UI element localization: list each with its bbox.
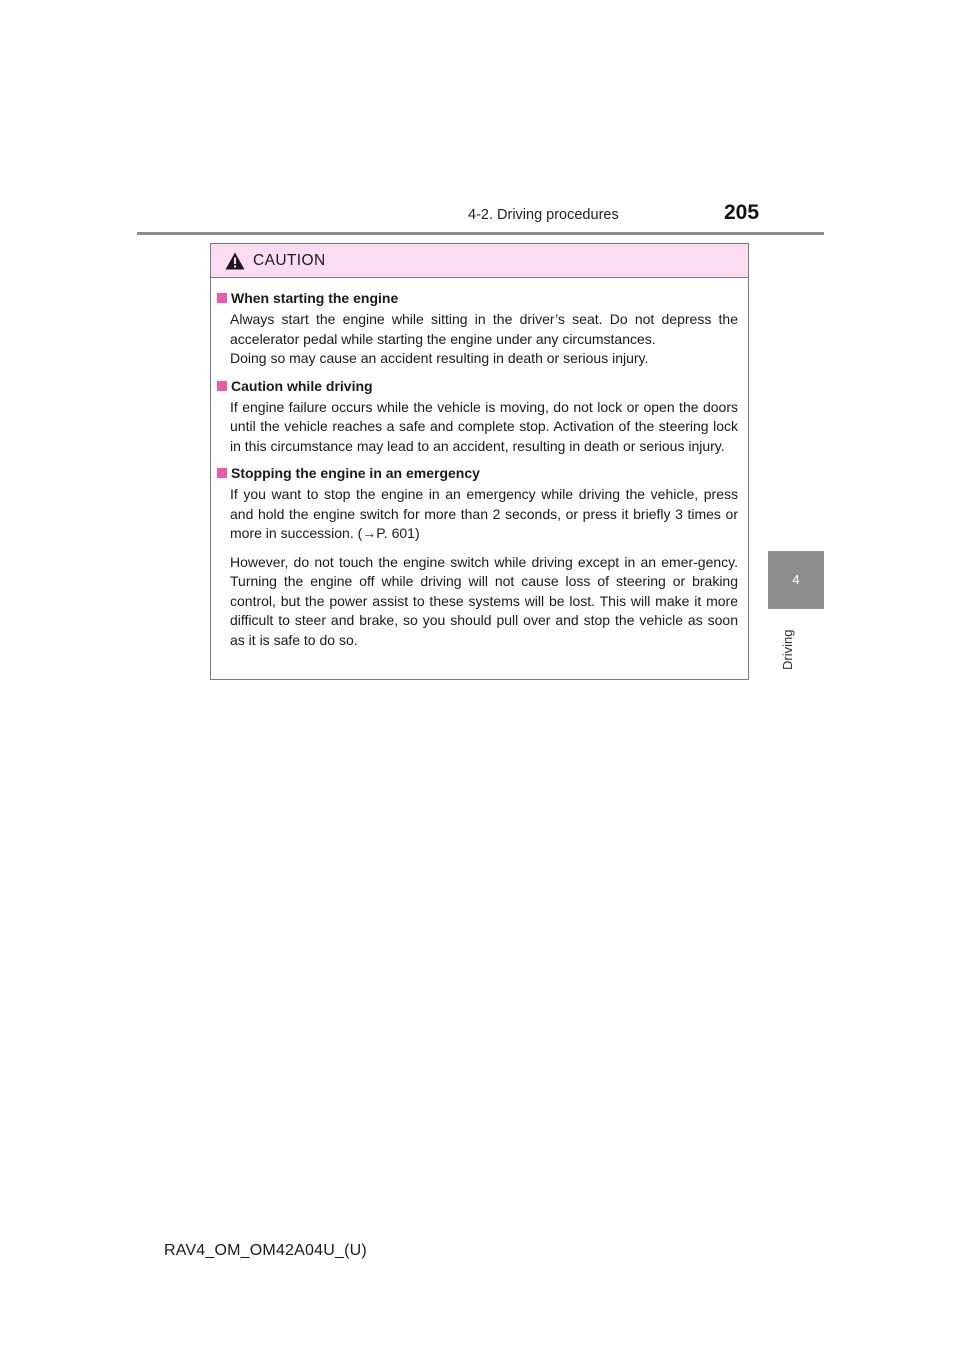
caution-section-driving (211, 377, 748, 457)
caution-header (211, 244, 748, 278)
section-heading (213, 464, 748, 483)
chapter-number: 4 (792, 572, 800, 587)
paragraph (230, 310, 738, 369)
page-number: 205 (724, 201, 760, 224)
bullet-square-icon (217, 293, 227, 303)
section-heading (213, 377, 748, 396)
paragraph-text: Always start the engine while sitting in the driver’s seat. Do not depress the accelerator pedal while starting the engine under any circumstances. (230, 311, 738, 347)
bullet-square-icon (217, 468, 227, 478)
paragraph-text: Doing so may cause an accident resulting in death or serious injury. (230, 350, 649, 366)
caution-box (210, 243, 749, 680)
paragraph: If engine failure occurs while the vehicle is moving, do not lock or open the doors until the vehicle reaches a safe and complete stop. Activation of the steering lock in this circumstance may lead to an accident, resulting in death or serious injury. (230, 398, 738, 454)
section-heading-text: Stopping the engine in an emergency (231, 465, 480, 481)
section-heading (213, 289, 748, 308)
paragraph: If you want to stop the engine in an emergency while driving the vehicle, press and hold the engine switch for more than 2 seconds, or press it briefly 3 times or more in succession. (→P. 601) (230, 486, 738, 541)
section-heading-text: Caution while driving (231, 377, 373, 394)
caution-body (211, 289, 748, 650)
caution-title: CAUTION (253, 252, 326, 269)
section-heading-text: When starting the engine (231, 290, 399, 306)
header-rule (137, 232, 824, 235)
chapter-tab (768, 551, 824, 609)
chapter-label: Driving (780, 629, 795, 670)
section-title: 4-2. Driving procedures (468, 207, 619, 223)
document-code: RAV4_OM_OM42A04U_(U) (164, 1242, 367, 1259)
caution-section-starting (211, 289, 748, 369)
paragraph: However, do not touch the engine switch while driving except in an emer-gency. Turning the engine off while driving will not cause loss of steering or braking control, but the power assist to these systems will be lost. This will make it more difficult to steer and brake, so you should pull over and stop the vehicle as soon as it is safe to do so. (230, 553, 738, 648)
warning-triangle-icon (225, 252, 245, 270)
bullet-square-icon (217, 381, 227, 391)
caution-section-emergency (211, 464, 748, 650)
